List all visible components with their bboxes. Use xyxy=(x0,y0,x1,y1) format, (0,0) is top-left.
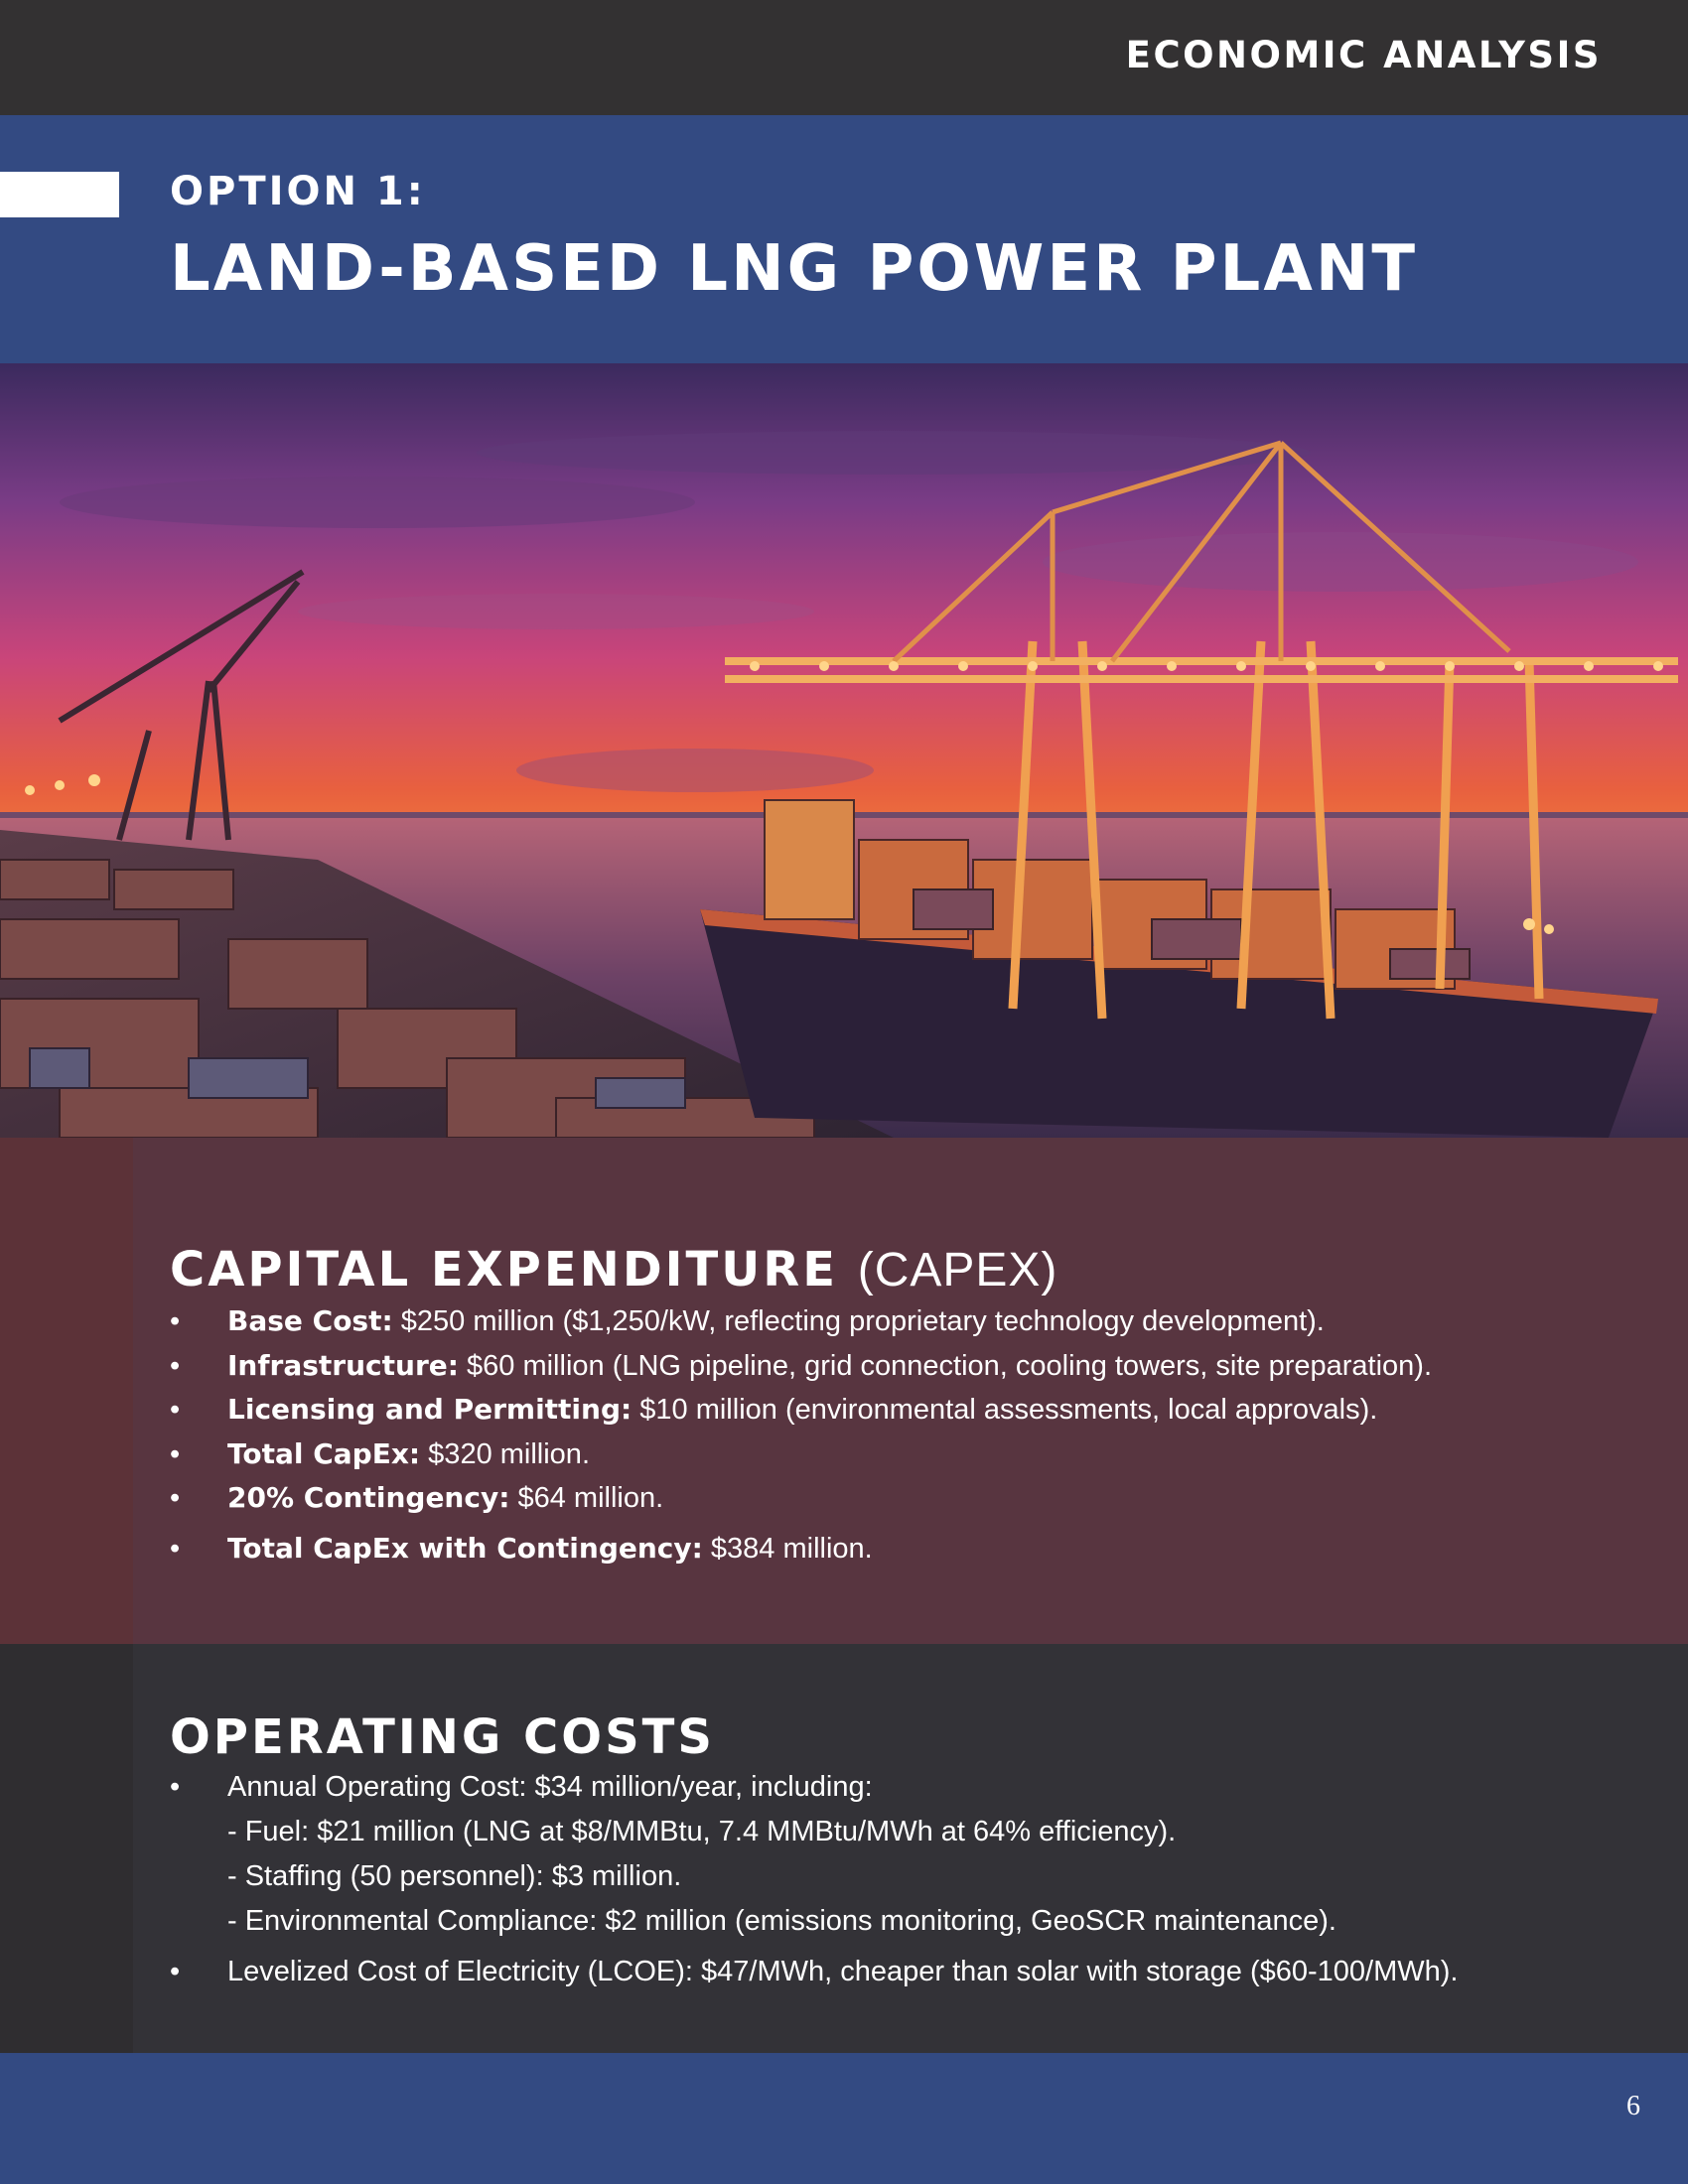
capex-item-text: $64 million. xyxy=(509,1482,664,1514)
bullet-icon: • xyxy=(170,1437,181,1470)
operating-costs-section xyxy=(0,1644,1688,2053)
capex-item xyxy=(170,1433,1432,1477)
capex-item-label: Licensing and Permitting: xyxy=(227,1393,633,1426)
title-band xyxy=(0,115,1688,363)
bullet-icon: • xyxy=(170,1349,181,1382)
capex-item-label: Total CapEx: xyxy=(227,1436,421,1470)
capex-item-label: Base Cost: xyxy=(227,1304,393,1337)
capex-item xyxy=(170,1299,1432,1344)
capex-side-bar xyxy=(0,1138,133,1644)
section-label: ECONOMIC ANALYSIS xyxy=(1125,34,1602,76)
top-bar xyxy=(0,0,1688,115)
operating-list xyxy=(170,1765,1458,1994)
capex-item-text: $320 million. xyxy=(420,1437,590,1470)
container-port-illustration xyxy=(0,363,1688,1138)
port-photo xyxy=(0,363,1688,1138)
capex-item xyxy=(170,1344,1432,1389)
capex-heading-light: (CAPEX) xyxy=(857,1244,1058,1297)
operating-subitem: - Environmental Compliance: $2 million (emissions monitoring, GeoSCR maintenance). xyxy=(227,1905,1336,1937)
operating-item-text: Annual Operating Cost: $34 million/year, including: xyxy=(227,1771,873,1803)
operating-heading: OPERATING COSTS xyxy=(170,1709,715,1765)
capex-item xyxy=(170,1527,1432,1571)
footer-bar xyxy=(0,2053,1688,2184)
capex-item-text: $384 million. xyxy=(702,1532,873,1565)
capex-item-text: $10 million (environmental assessments, local approvals). xyxy=(632,1394,1378,1426)
capex-heading xyxy=(170,1242,1057,1297)
capex-list xyxy=(170,1299,1432,1570)
title-accent-bar xyxy=(0,172,119,217)
operating-item xyxy=(170,1950,1458,1994)
bullet-icon: • xyxy=(170,1956,181,1987)
page-title: LAND-BASED LNG POWER PLANT xyxy=(170,232,1419,306)
page-number: 6 xyxy=(1626,2091,1640,2121)
operating-subitem: - Fuel: $21 million (LNG at $8/MMBtu, 7.4 MMBtu/MWh at 64% efficiency). xyxy=(227,1816,1177,1847)
capex-item-label: Total CapEx with Contingency: xyxy=(227,1531,703,1565)
bullet-icon: • xyxy=(170,1532,181,1565)
operating-item-text: Levelized Cost of Electricity (LCOE): $47/MWh, cheaper than solar with storage ($60-100/MWh). xyxy=(227,1956,1459,1987)
operating-subitem: - Staffing (50 personnel): $3 million. xyxy=(227,1860,682,1892)
bullet-icon: • xyxy=(170,1305,181,1337)
capex-heading-bold: CAPITAL EXPENDITURE xyxy=(170,1242,838,1297)
capex-item-label: Infrastructure: xyxy=(227,1348,459,1382)
operating-item xyxy=(170,1765,1458,1810)
option-label: OPTION 1: xyxy=(170,169,426,214)
operating-side-bar xyxy=(0,1644,133,2053)
bullet-icon: • xyxy=(170,1482,181,1514)
capex-item xyxy=(170,1476,1432,1521)
capex-item-text: $60 million (LNG pipeline, grid connection, cooling towers, site preparation). xyxy=(458,1349,1433,1382)
bullet-icon: • xyxy=(170,1394,181,1426)
capex-item xyxy=(170,1388,1432,1433)
capex-item-label: 20% Contingency: xyxy=(227,1481,510,1514)
bullet-icon: • xyxy=(170,1771,181,1803)
capex-section xyxy=(0,1138,1688,1644)
capex-item-text: $250 million ($1,250/kW, reflecting proprietary technology development). xyxy=(392,1305,1325,1337)
